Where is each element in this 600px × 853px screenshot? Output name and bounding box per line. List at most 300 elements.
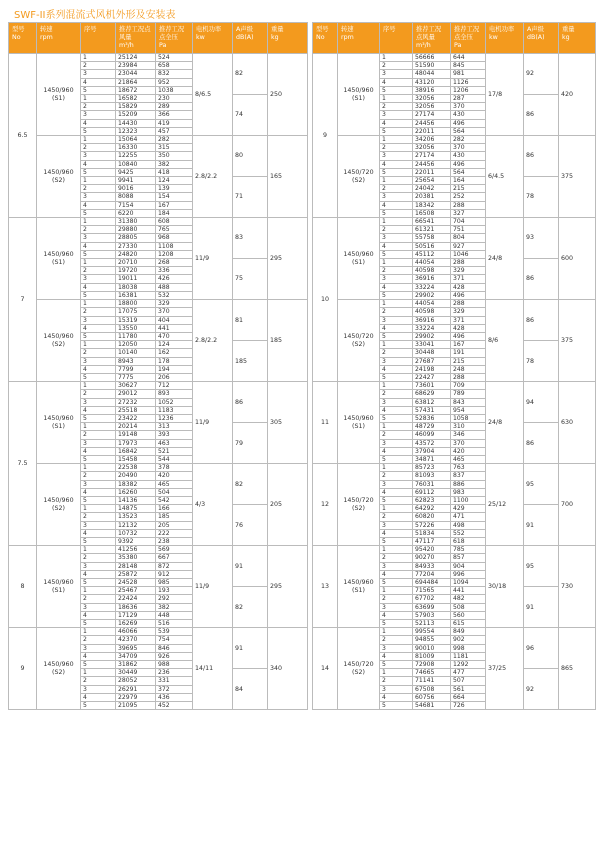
row-index: 4 [380,488,413,496]
row-index: 1 [81,177,116,185]
header-unit: No [12,34,21,41]
row-index: 2 [81,62,116,70]
row-index: 5 [380,455,413,463]
speed-cell: 1450/720 (S2) [338,136,380,218]
pressure-cell: 470 [156,332,193,340]
pressure-cell: 124 [156,177,193,185]
pressure-cell: 496 [451,291,486,299]
pressure-cell: 268 [156,259,193,267]
airflow-cell: 15064 [116,136,156,144]
pressure-cell: 287 [451,95,486,103]
row-index: 3 [81,562,116,570]
airflow-cell: 9941 [116,177,156,185]
pressure-cell: 419 [156,119,193,127]
airflow-cell: 30449 [116,669,156,677]
row-index: 5 [81,702,116,710]
noise-cell: 86 [524,423,559,464]
pressure-cell: 804 [451,234,486,242]
pressure-cell: 615 [451,620,486,628]
airflow-cell: 84933 [413,562,451,570]
row-index: 2 [380,308,413,316]
pressure-cell: 230 [156,95,193,103]
pressure-cell: 282 [451,136,486,144]
row-index: 2 [81,103,116,111]
pressure-cell: 372 [156,685,193,693]
noise-cell: 92 [524,54,559,95]
pressure-cell: 313 [156,423,193,431]
pressure-cell: 1052 [156,398,193,406]
row-index: 3 [380,644,413,652]
row-index: 5 [81,86,116,94]
pressure-cell: 1236 [156,414,193,422]
noise-cell: 76 [233,505,268,546]
airflow-cell: 23984 [116,62,156,70]
pressure-cell: 532 [156,291,193,299]
row-index: 2 [380,267,413,275]
pressure-cell: 310 [451,423,486,431]
pressure-cell: 524 [156,54,193,62]
noise-cell: 75 [233,259,268,300]
row-index: 3 [81,111,116,119]
row-index: 3 [380,603,413,611]
pressure-cell: 496 [451,332,486,340]
row-index: 5 [81,620,116,628]
airflow-cell: 18342 [413,201,451,209]
row-index: 4 [380,611,413,619]
pressure-cell: 185 [156,513,193,521]
row-index: 2 [380,144,413,152]
noise-cell: 78 [524,177,559,218]
row-index: 1 [380,95,413,103]
row-index: 3 [380,439,413,447]
airflow-cell: 19148 [116,431,156,439]
row-index: 4 [81,283,116,291]
power-cell: 2.8/2.2 [193,300,233,382]
pressure-cell: 331 [156,677,193,685]
header-unit: dB(A) [236,34,254,41]
model-cell: 13 [313,546,338,628]
airflow-cell: 63812 [413,398,451,406]
airflow-cell: 29012 [116,390,156,398]
airflow-cell: 23044 [116,70,156,78]
row-index: 4 [81,160,116,168]
model-cell: 14 [313,628,338,710]
airflow-cell: 27174 [413,111,451,119]
row-index: 1 [380,136,413,144]
model-cell: 11 [313,382,338,464]
header-unit: kw [196,34,205,41]
airflow-cell: 694484 [413,579,451,587]
airflow-cell: 12323 [116,127,156,135]
speed-cell: 1450/960 (S1) [338,218,380,300]
table-row [313,218,596,226]
airflow-cell: 66541 [413,218,451,226]
pressure-cell: 849 [451,628,486,636]
table-row [9,464,308,472]
row-index: 5 [81,291,116,299]
airflow-cell: 57903 [413,611,451,619]
header-cell [451,23,486,54]
pressure-cell: 166 [156,505,193,513]
row-index: 3 [380,111,413,119]
pressure-cell: 191 [451,349,486,357]
pressure-cell: 457 [156,127,193,135]
pressure-cell: 465 [156,480,193,488]
pressure-cell: 508 [451,603,486,611]
airflow-cell: 16508 [413,209,451,217]
noise-cell: 79 [233,423,268,464]
airflow-cell: 32056 [413,95,451,103]
pressure-cell: 1038 [156,86,193,94]
row-index: 1 [380,423,413,431]
header-label: A声级 [236,26,253,33]
airflow-cell: 25872 [116,570,156,578]
row-index: 5 [380,414,413,422]
airflow-cell: 22011 [413,127,451,135]
row-index: 4 [380,283,413,291]
airflow-cell: 32056 [413,103,451,111]
row-index: 1 [380,628,413,636]
airflow-cell: 33224 [413,283,451,291]
row-index: 2 [81,472,116,480]
noise-cell: 92 [524,669,559,710]
row-index: 3 [380,562,413,570]
airflow-cell: 32056 [413,144,451,152]
pressure-cell: 465 [451,455,486,463]
pressure-cell: 327 [451,209,486,217]
airflow-cell: 52836 [413,414,451,422]
airflow-cell: 21095 [116,702,156,710]
airflow-cell: 37904 [413,447,451,455]
weight-cell: 865 [559,628,596,710]
row-index: 3 [81,439,116,447]
airflow-cell: 15319 [116,316,156,324]
airflow-cell: 42370 [116,636,156,644]
pressure-cell: 426 [156,275,193,283]
airflow-cell: 43120 [413,78,451,86]
pressure-cell: 902 [451,636,486,644]
row-index: 2 [81,431,116,439]
pressure-cell: 463 [156,439,193,447]
airflow-cell: 18672 [116,86,156,94]
pressure-cell: 215 [451,185,486,193]
pressure-cell: 206 [156,373,193,381]
row-index: 2 [81,513,116,521]
pressure-cell: 184 [156,209,193,217]
noise-cell: 74 [233,95,268,136]
header-label: 推荐工况点全压 [159,26,185,41]
noise-cell: 82 [233,464,268,505]
row-index: 1 [380,177,413,185]
pressure-cell: 488 [156,283,193,291]
pressure-cell: 167 [156,201,193,209]
pressure-cell: 420 [156,472,193,480]
noise-cell: 91 [524,587,559,628]
row-index: 4 [380,365,413,373]
airflow-cell: 52113 [413,620,451,628]
row-index: 1 [81,505,116,513]
pressure-cell: 288 [451,201,486,209]
row-index: 5 [81,332,116,340]
airflow-cell: 40598 [413,267,451,275]
airflow-cell: 15829 [116,103,156,111]
noise-cell: 95 [524,546,559,587]
pressure-cell: 872 [156,562,193,570]
airflow-cell: 51590 [413,62,451,70]
pressure-cell: 193 [156,587,193,595]
airflow-cell: 69112 [413,488,451,496]
pressure-cell: 658 [156,62,193,70]
pressure-cell: 382 [156,603,193,611]
header-label: 重量 [562,26,575,33]
row-index: 3 [81,193,116,201]
row-index: 4 [380,652,413,660]
pressure-cell: 382 [156,160,193,168]
airflow-cell: 29902 [413,291,451,299]
row-index: 3 [380,480,413,488]
pressure-cell: 608 [156,218,193,226]
pressure-cell: 564 [451,127,486,135]
row-index: 2 [380,677,413,685]
pressure-cell: 498 [451,521,486,529]
header-label: 电机功率 [489,26,515,33]
pressure-cell: 238 [156,537,193,545]
row-index: 4 [81,529,116,537]
airflow-cell: 85723 [413,464,451,472]
row-index: 5 [380,537,413,545]
header-label: 序号 [383,26,396,33]
header-label: 推荐工况点风量 [119,26,151,41]
airflow-cell: 77204 [413,570,451,578]
pressure-cell: 785 [451,546,486,554]
airflow-cell: 33224 [413,324,451,332]
pressure-cell: 162 [156,349,193,357]
table-row [313,136,596,144]
airflow-cell: 48044 [413,70,451,78]
row-index: 1 [81,464,116,472]
header-cell [559,23,596,54]
row-index: 4 [380,160,413,168]
pressure-cell: 350 [156,152,193,160]
airflow-cell: 27232 [116,398,156,406]
row-index: 5 [380,496,413,504]
pressure-cell: 282 [156,136,193,144]
pressure-cell: 477 [451,669,486,677]
noise-cell: 86 [233,382,268,423]
pressure-cell: 441 [156,324,193,332]
header-unit: m³/h [119,42,134,49]
model-cell: 7 [9,218,37,382]
model-cell: 6.5 [9,54,37,218]
row-index: 5 [81,250,116,258]
row-index: 4 [380,78,413,86]
airflow-cell: 57226 [413,521,451,529]
row-index: 5 [380,702,413,710]
row-index: 4 [380,201,413,209]
header-cell [233,23,268,54]
header-cell [313,23,338,54]
row-index: 1 [81,546,116,554]
pressure-cell: 712 [156,382,193,390]
row-index: 3 [81,234,116,242]
header-label: 重量 [271,26,284,33]
pressure-cell: 205 [156,521,193,529]
row-index: 3 [81,357,116,365]
airflow-cell: 62823 [413,496,451,504]
airflow-cell: 17075 [116,308,156,316]
row-index: 1 [81,423,116,431]
row-index: 1 [380,382,413,390]
row-index: 4 [380,693,413,701]
airflow-cell: 16269 [116,620,156,628]
pressure-cell: 952 [156,78,193,86]
row-index: 2 [380,513,413,521]
airflow-cell: 55758 [413,234,451,242]
airflow-cell: 63699 [413,603,451,611]
speed-cell: 1450/960 (S1) [338,54,380,136]
airflow-cell: 22979 [116,693,156,701]
pressure-cell: 569 [156,546,193,554]
speed-cell: 1450/960 (S2) [37,300,81,382]
row-index: 4 [81,78,116,86]
airflow-cell: 14430 [116,119,156,127]
airflow-cell: 27330 [116,242,156,250]
power-cell: 17/8 [486,54,524,136]
airflow-cell: 10140 [116,349,156,357]
row-index: 3 [380,234,413,242]
pressure-cell: 664 [451,693,486,701]
row-index: 4 [81,201,116,209]
pressure-cell: 983 [451,488,486,496]
pressure-cell: 428 [451,283,486,291]
pressure-cell: 429 [451,505,486,513]
pressure-cell: 845 [451,62,486,70]
table-row [313,628,596,636]
airflow-cell: 16260 [116,488,156,496]
pressure-cell: 754 [156,636,193,644]
row-index: 1 [380,587,413,595]
airflow-cell: 81009 [413,652,451,660]
header-unit: kg [271,34,279,41]
noise-cell: 78 [524,341,559,382]
header-unit: kw [489,34,498,41]
airflow-cell: 67702 [413,595,451,603]
airflow-cell: 34206 [413,136,451,144]
weight-cell: 630 [559,382,596,464]
power-cell: 8/6 [486,300,524,382]
airflow-cell: 64292 [413,505,451,513]
pressure-cell: 329 [451,267,486,275]
pressure-cell: 496 [451,119,486,127]
pressure-cell: 552 [451,529,486,537]
weight-cell: 340 [268,628,308,710]
power-cell: 2.8/2.2 [193,136,233,218]
pressure-cell: 178 [156,357,193,365]
airflow-cell: 8943 [116,357,156,365]
header-cell [380,23,413,54]
pressure-cell: 981 [451,70,486,78]
noise-cell: 82 [233,587,268,628]
pressure-cell: 560 [451,611,486,619]
airflow-cell: 54681 [413,702,451,710]
header-unit: Pa [159,42,167,49]
airflow-cell: 46066 [116,628,156,636]
row-index: 5 [81,168,116,176]
airflow-cell: 6220 [116,209,156,217]
weight-cell: 600 [559,218,596,300]
airflow-cell: 12255 [116,152,156,160]
airflow-cell: 50516 [413,242,451,250]
header-cell [116,23,156,54]
weight-cell: 375 [559,300,596,382]
row-index: 1 [380,341,413,349]
pressure-cell: 1292 [451,661,486,669]
row-index: 1 [380,546,413,554]
airflow-cell: 31862 [116,661,156,669]
airflow-cell: 17129 [116,611,156,619]
row-index: 4 [81,119,116,127]
pressure-cell: 124 [156,341,193,349]
power-cell: 37/25 [486,628,524,710]
row-index: 3 [81,603,116,611]
table-row [9,136,308,144]
row-index: 3 [81,644,116,652]
row-index: 5 [380,209,413,217]
airflow-cell: 34871 [413,455,451,463]
pressure-cell: 846 [156,644,193,652]
airflow-cell: 39695 [116,644,156,652]
row-index: 4 [380,324,413,332]
row-index: 2 [81,390,116,398]
row-index: 1 [380,505,413,513]
speed-cell: 1450/720 (S2) [338,464,380,546]
row-index: 2 [81,308,116,316]
airflow-cell: 99554 [413,628,451,636]
row-index: 2 [380,472,413,480]
row-index: 2 [380,636,413,644]
pressure-cell: 516 [156,620,193,628]
page-title: SWF-II系列混流式风机外形及安装表 [14,10,176,21]
airflow-cell: 73601 [413,382,451,390]
power-cell: 14/11 [193,628,233,710]
pressure-cell: 248 [451,365,486,373]
row-index: 2 [81,226,116,234]
header-label: 型号 [316,26,329,33]
row-index: 5 [380,332,413,340]
row-index: 2 [81,349,116,357]
row-index: 2 [81,144,116,152]
airflow-cell: 26291 [116,685,156,693]
pressure-cell: 904 [451,562,486,570]
pressure-cell: 1046 [451,250,486,258]
row-index: 3 [380,398,413,406]
header-unit: No [316,34,325,41]
row-index: 3 [380,521,413,529]
noise-cell: 81 [233,300,268,341]
row-index: 3 [81,316,116,324]
row-index: 5 [380,127,413,135]
row-index: 2 [81,554,116,562]
airflow-cell: 14136 [116,496,156,504]
airflow-cell: 38916 [413,86,451,94]
speed-cell: 1450/960 (S2) [37,464,81,546]
pressure-cell: 644 [451,54,486,62]
airflow-cell: 19720 [116,267,156,275]
noise-cell: 185 [233,341,268,382]
airflow-cell: 76031 [413,480,451,488]
pressure-cell: 1208 [156,250,193,258]
noise-cell: 71 [233,177,268,218]
